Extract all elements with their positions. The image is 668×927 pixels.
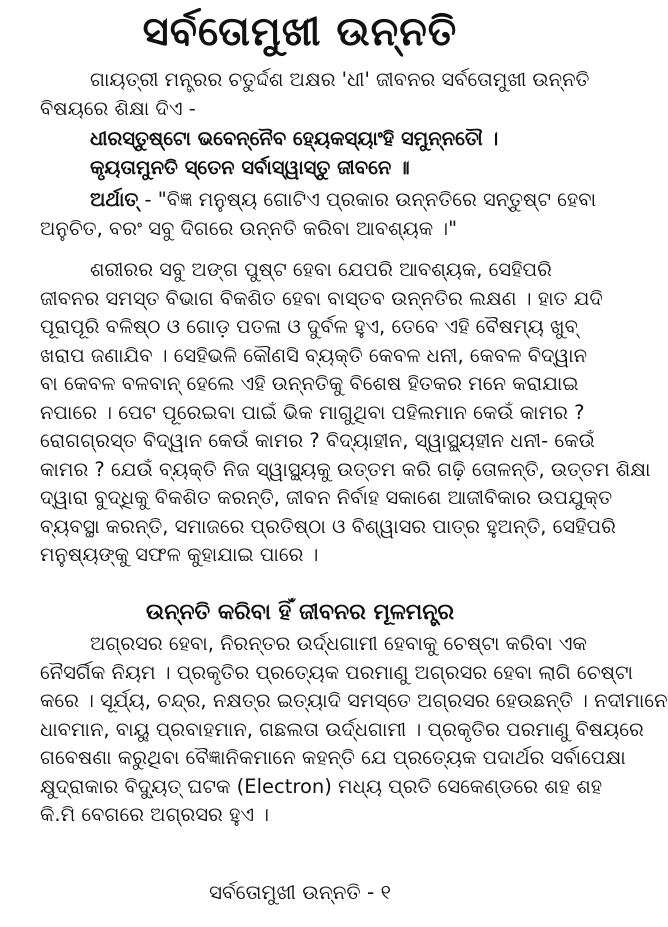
- section-heading: ଉନ୍ନତି କରିବା ହିଁ ଜୀବନର ମୂଳମନ୍ତ୍ର: [145, 600, 455, 625]
- paragraph-line: ବା କେବଳ ବଳବାନ୍ ହେଲେ ଏହି ଉନ୍ନତିକୁ ବିଶେଷ ହିତକର ମନେ କରାଯାଇ: [40, 372, 579, 395]
- paragraph-line: ଦ୍ୱାରା ବୁଦ୍ଧିକୁ ବିକଶିତ କରନ୍ତି, ଜୀବନ ନିର୍ବାହ ସକାଶେ ଆଜୀବିକାର ଉପଯୁକ୍ତ: [40, 486, 613, 509]
- intro-line: ବିଷୟରେ ଶିକ୍ଷା ଦିଏ -: [40, 96, 196, 120]
- paragraph-line: ପୂରାପୂରି ବଳିଷ୍ଠ ଓ ଗୋଡ଼ ପତଳା ଓ ଦୁର୍ବଳ ହୁଏ, ତେବେ ଏହି ବୈଷମ୍ୟ ଖୁବ୍: [40, 315, 578, 338]
- paragraph-line: ମନୁଷ୍ୟଙ୍କୁ ସଫଳ କୁହାଯାଇ ପାରେ ।: [40, 543, 319, 566]
- intro-line: ଗାୟତ୍ରୀ ମନ୍ତ୍ରର ଚତୁର୍ଦ୍ଦଶ ଅକ୍ଷର 'ଧୀ' ଜୀବନର ସର୍ବତୋମୁଖୀ ଉନ୍ନତି: [90, 68, 590, 91]
- paragraph-2: [40, 630, 668, 830]
- paragraph-line: କ୍ଷୁଦ୍ରାକାର ବିଦ୍ୟୁତ୍ ଘଟକ (Electron) ମଧ୍ୟ ପ୍ରତି ସେକେଣ୍ଡରେ ଶହ ଶହ: [40, 774, 603, 798]
- paragraph-line: କରେ । ସୂର୍ଯ୍ୟ, ଚନ୍ଦ୍ର, ନକ୍ଷତ୍ର ଇତ୍ୟାଦି ସମସ୍ତେ ଅଗ୍ରସର ହେଉଛନ୍ତି । ନଦୀମାନେ: [40, 689, 668, 712]
- paragraph-line: ଖରାପ ଜଣାଯିବ । ସେହିଭଳି କୌଣସି ବ୍ୟକ୍ତି କେବଳ ଧନୀ, କେବଳ ବିଦ୍ୱାନ: [40, 343, 588, 367]
- paragraph-line: କାମର ? ଯେଉଁ ବ୍ୟକ୍ତି ନିଜ ସ୍ୱାସ୍ଥ୍ୟକୁ ଉତ୍ତମ କରି ଗଢ଼ି ତୋଳନ୍ତି, ଉତ୍ତମ ଶିକ୍ଷା: [40, 457, 651, 481]
- paragraph-line: ବ୍ୟବସ୍ଥା କରନ୍ତି, ସମାଜରେ ପ୍ରତିଷ୍ଠା ଓ ବିଶ୍ୱାସର ପାତ୍ର ହୁଅନ୍ତି, ସେହିପରି: [40, 514, 616, 538]
- page-title: ସର୍ବତୋମୁଖୀ ଉନ୍ନତି: [142, 9, 458, 55]
- paragraph-line: ଧାବମାନ, ବାୟୁ ପ୍ରବାହମାନ, ଗଛଲତା ଉର୍ଦ୍ଧଗାମୀ । ପ୍ରକୃତିର ପରମାଣୁ ବିଷୟରେ: [40, 717, 644, 741]
- intro-paragraph: [40, 66, 590, 123]
- page-footer: ସର୍ବତୋମୁଖୀ ଉନ୍ନତି - ୧: [208, 880, 392, 904]
- meaning-paragraph: [40, 186, 597, 243]
- paragraph-line: ଶରୀରର ସବୁ ଅଙ୍ଗ ପୁଷ୍ଟ ହେବା ଯେପରି ଆବଶ୍ୟକ, ସେହିପରି: [90, 258, 552, 281]
- paragraph-1: [40, 256, 651, 570]
- paragraph-line: ନପାରେ । ପେଟ ପୂରେଇବା ପାଇଁ ଭିକ ମାଗୁଥିବା ପହିଲମାନ କେଉଁ କାମର ?: [40, 400, 585, 424]
- meaning-text: - "ବିଜ୍ଞ ମନୁଷ୍ୟ ଗୋଟିଏ ପ୍ରକାର ଉନ୍ନତିରେ ସନ୍ତୁଷ୍ଟ ହେବା: [138, 188, 597, 211]
- paragraph-line: ନୈସର୍ଗିକ ନିୟମ । ପ୍ରକୃତିର ପ୍ରତ୍ୟେକ ପରମାଣୁ ଅଗ୍ରସର ହେବା ଲାଗି ଚେଷ୍ଟା: [40, 660, 633, 684]
- paragraph-line: ଅଗ୍ରସର ହେବା, ନିରନ୍ତର ଉର୍ଦ୍ଧଗାମୀ ହେବାକୁ ଚେଷ୍ଟା କରିବା ଏକ: [90, 632, 587, 655]
- paragraph-line: ରୋଗଗ୍ରସ୍ତ ବିଦ୍ୱାନ କେଉଁ କାମର ? ବିଦ୍ୟାହୀନ, ସ୍ୱାସ୍ଥ୍ୟହୀନ ଧନୀ- କେଉଁ: [40, 429, 595, 452]
- verse-line: ଧୀରସ୍ତୁଷ୍ଟୋ ଭବେନ୍ନୈବ ହ୍ୟେକସ୍ୟାଂହି ସମୁନ୍ନତୌ ।: [90, 127, 499, 150]
- meaning-line: ଅନୁଚିତ, ବରଂ ସବୁ ଦିଗରେ ଉନ୍ନତି କରିବା ଆବଶ୍ୟକ ।": [40, 216, 458, 240]
- meaning-label: ଅର୍ଥାତ୍: [90, 188, 139, 211]
- paragraph-line: ଜୀବନର ସମସ୍ତ ବିଭାଗ ବିକଶିତ ହେବା ବାସ୍ତବ ଉନ୍ନତିର ଲକ୍ଷଣ । ହାତ ଯଦି: [40, 286, 603, 310]
- paragraph-line: କି.ମି ବେଗରେ ଅଗ୍ରସର ହୁଏ ।: [40, 803, 270, 826]
- meaning-line: [40, 186, 597, 215]
- sanskrit-verse: [40, 125, 568, 182]
- paragraph-line: ଗବେଷଣା କରୁଥିବା ବୈଜ୍ଞାନିକମାନେ କହନ୍ତି ଯେ ପ୍ରତ୍ୟେକ ପଦାର୍ଥର ସର୍ବାପେକ୍ଷା: [40, 746, 626, 769]
- verse-line: କୃୟତାମୁନତି ସ୍ତେନ ସର୍ବାସ୍ୱାସ୍ତୁ ଜୀବନେ ॥: [90, 155, 410, 179]
